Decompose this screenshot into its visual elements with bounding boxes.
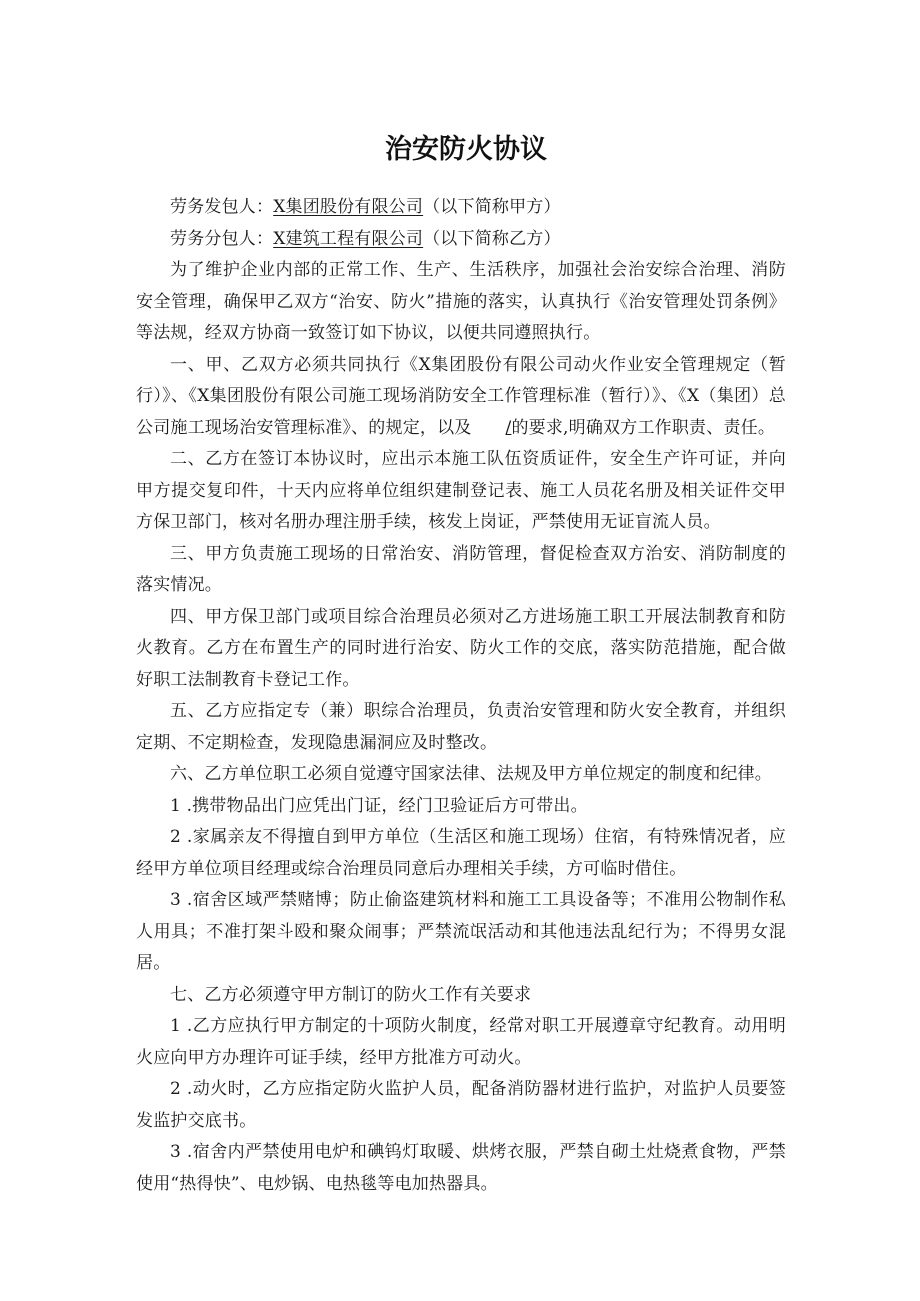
document-page [136, 128, 786, 1200]
contractor-line [136, 224, 786, 256]
clause-2: 二、乙方在签订本协议时，应出示本施工队伍资质证件，安全生产许可证，并向甲方提交复印件，十天内应将单位组织建制登记表、施工人员花名册及相关证件交甲方保卫部门，核对名册办理注册手续，核发上岗证，严禁使用无证盲流人员。 [136, 449, 786, 532]
clause-7-item-1: 1 .乙方应执行甲方制定的十项防火制度，经常对职工开展遵章守纪教育。动用明火应向甲方办理许可证手续，经甲方批准方可动火。 [136, 1016, 786, 1068]
clause-6: 六、乙方单位职工必须自觉遵守国家法律、法规及甲方单位规定的制度和纪律。 [170, 764, 772, 784]
issuer-label: 劳务发包人： [170, 197, 274, 217]
issuer-name: X集团股份有限公司 [273, 197, 424, 217]
contractor-note: （以下简称乙方） [423, 228, 561, 249]
contractor-label: 劳务分包人： [170, 228, 274, 249]
clause-5: 五、乙方应指定专（兼）职综合治理员，负责治安管理和防火安全教育，并组织定期、不定期检查，发现隐患漏洞应及时整改。 [136, 701, 786, 753]
document-title: 治安防火协议 [385, 134, 547, 165]
clause-7-item-3: 3 .宿舍内严禁使用电炉和碘钨灯取暖、烘烤衣服，严禁自砌土灶烧煮食物，严禁使用“热得快”、电炒锅、电热毯等电加热器具。 [136, 1142, 786, 1194]
clause-7-item-2: 2 .动火时，乙方应指定防火监护人员，配备消防器材进行监护，对监护人员要签发监护交底书。 [136, 1079, 786, 1131]
clause-1-text: 一、甲、乙双方必须共同执行《X集团股份有限公司动火作业安全管理规定（暂行）》、《X集团股份有限公司施工现场消防安全工作管理标准（暂行）》、《X（集团）总公司施工现场治安管理标准》、的规定，以及 [136, 354, 786, 438]
issuer-note: （以下简称甲方） [423, 197, 561, 217]
clause-6-item-2: 2 .家属亲友不得擅自到甲方单位（生活区和施工现场）住宿，有特殊情况者，应经甲方单位项目经理或综合治理员同意后办理相关手续，方可临时借住。 [136, 827, 786, 879]
clause-1-blank: / [505, 417, 512, 438]
clause-6-item-3: 3 .宿舍区域严禁赌博；防止偷盗建筑材料和施工工具设备等；不准用公物制作私人用具；不准打架斗殴和聚众闹事；严禁流氓活动和其他违法乱纪行为；不得男女混居。 [136, 890, 786, 973]
clause-4: 四、甲方保卫部门或项目综合治理员必须对乙方进场施工职工开展法制教育和防火教育。乙方在布置生产的同时进行治安、防火工作的交底，落实防范措施，配合做好职工法制教育卡登记工作。 [136, 606, 786, 690]
clause-1 [136, 350, 786, 445]
clause-7: 七、乙方必须遵守甲方制订的防火工作有关要求 [170, 984, 532, 1005]
clause-6-item-1: 1 .携带物品出门应凭出门证，经门卫验证后方可带出。 [170, 795, 588, 816]
issuer-line [136, 192, 786, 224]
contractor-name: X建筑工程有限公司 [273, 228, 424, 249]
intro-paragraph: 为了维护企业内部的正常工作、生产、生活秩序，加强社会治安综合治理、消防安全管理，确保甲乙双方“治安、防火”措施的落实，认真执行《治安管理处罚条例》等法规，经双方协商一致签订如下协议，以便共同遵照执行。 [136, 260, 786, 343]
clause-3: 三、甲方负责施工现场的日常治安、消防管理，督促检查双方治安、消防制度的落实情况。 [136, 543, 786, 595]
clause-1-tail: 的要求,明确双方工作职责、责任。 [511, 417, 776, 438]
